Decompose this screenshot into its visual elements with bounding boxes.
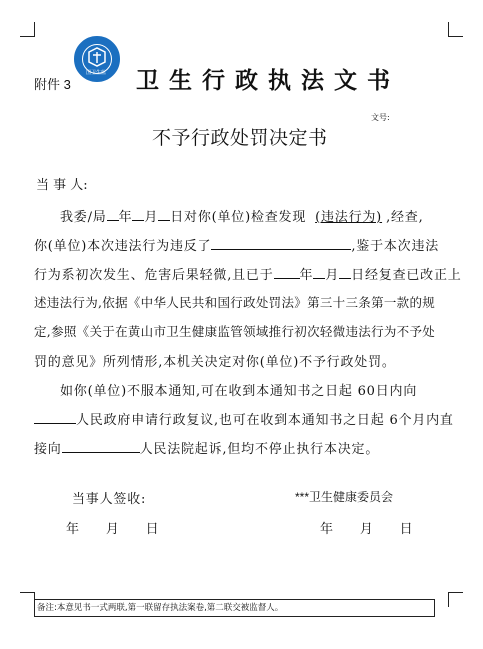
body-text: ,鉴于本次违法 bbox=[351, 239, 440, 254]
party-sign-date bbox=[66, 518, 159, 537]
corner-mark-bottom-left bbox=[20, 592, 35, 607]
body-line-2 bbox=[34, 235, 439, 254]
footer-note: 备注:本意见书一式两联,第一联留存执法案卷,第二联交被监督人。 bbox=[37, 603, 284, 613]
body-text: 年 bbox=[118, 210, 133, 225]
appeal-line-2 bbox=[34, 409, 454, 428]
body-line-6: 罚的意见》所列情形,本机关决定对你(单位)不予行政处罚。 bbox=[34, 355, 396, 370]
date-month: 月 bbox=[105, 522, 120, 537]
corner-mark-bottom-right bbox=[448, 592, 463, 607]
date-day: 日 bbox=[399, 522, 414, 537]
attachment-label: 附件 3 bbox=[34, 77, 71, 92]
date-year: 年 bbox=[320, 522, 334, 537]
corner-mark-top-left bbox=[20, 22, 35, 37]
body-text: 人民政府申请行政复议,也可在收到本通知书之日起 6个月内直 bbox=[76, 413, 454, 428]
date-year: 年 bbox=[66, 522, 80, 537]
appeal-line-1: 如你(单位)不服本通知,可在收到本通知书之日起 60日内向 bbox=[60, 384, 418, 399]
body-line-1 bbox=[60, 206, 424, 225]
body-text: 我委/局 bbox=[60, 210, 107, 225]
body-text: 行为系初次发生、危害后果轻微,且已于 bbox=[34, 268, 274, 283]
document-number-label: 文号: bbox=[371, 113, 390, 122]
body-text: 人民法院起诉,但均不停止执行本决定。 bbox=[139, 442, 380, 457]
authority-sign-date bbox=[320, 518, 413, 537]
party-label: 当 事 人: bbox=[36, 178, 88, 193]
body-text: ,经查, bbox=[386, 210, 424, 225]
decision-title: 不予行政处罚决定书 bbox=[152, 127, 328, 149]
body-line-3 bbox=[34, 264, 462, 283]
body-text: 月 bbox=[325, 268, 340, 283]
corner-mark-top-right bbox=[448, 22, 463, 37]
body-text: 日经复查已改正上 bbox=[351, 268, 462, 283]
document-type-heading: 卫 生 行 政 执 法 文 书 bbox=[136, 67, 392, 94]
body-line-5: 定,参照《关于在黄山市卫生健康监管领域推行初次轻微违法行为不予处 bbox=[34, 324, 436, 339]
body-text: 月 bbox=[144, 210, 159, 225]
body-line-4: 述违法行为,依据《中华人民共和国行政处罚法》第三十三条第一款的规 bbox=[34, 295, 436, 310]
appeal-line-3 bbox=[34, 438, 379, 457]
health-supervision-emblem-icon bbox=[74, 36, 120, 82]
violation-placeholder: (违法行为) bbox=[315, 210, 383, 225]
party-signature-label: 当事人签收: bbox=[72, 492, 147, 507]
body-text: 接向 bbox=[34, 442, 62, 457]
body-text: 年 bbox=[299, 268, 314, 283]
issuing-authority: ***卫生健康委员会 bbox=[295, 490, 394, 504]
date-day: 日 bbox=[145, 522, 160, 537]
emblem-lettering: 国卫生监 bbox=[86, 70, 107, 76]
body-text: 你(单位)本次违法行为违反了 bbox=[34, 239, 212, 254]
date-month: 月 bbox=[359, 522, 374, 537]
body-text: 日对你(单位)检查发现 bbox=[170, 210, 307, 225]
